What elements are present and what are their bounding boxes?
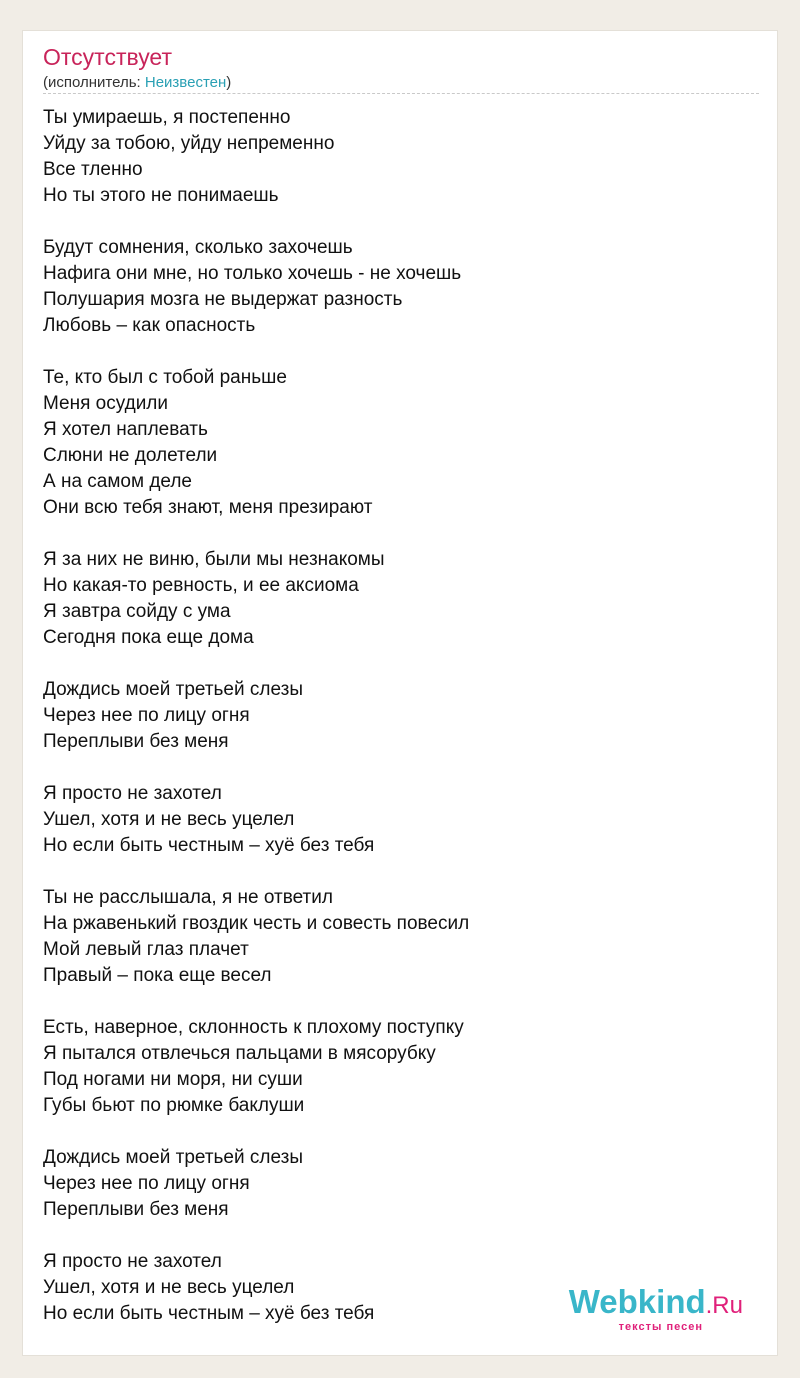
lyrics-stanza <box>43 365 759 521</box>
lyrics-line: Губы бьют по рюмке баклуши <box>43 1095 305 1116</box>
lyrics-line: Я хотел наплевать <box>43 419 208 440</box>
lyrics-line: Я просто не захотел <box>43 783 222 804</box>
lyrics-line: Ушел, хотя и не весь уцелел <box>43 1277 295 1298</box>
lyrics-line: Слюни не долетели <box>43 445 218 466</box>
lyrics-line: Я просто не захотел <box>43 1251 222 1272</box>
lyrics-line: Но ты этого не понимаешь <box>43 185 279 206</box>
lyrics-stanza <box>43 885 759 989</box>
artist-link[interactable]: Неизвестен <box>144 74 227 91</box>
lyrics-line: Уйду за тобою, уйду непременно <box>43 133 335 154</box>
lyrics-stanza <box>43 105 759 209</box>
lyrics-line: Есть, наверное, склонность к плохому поступку <box>43 1017 464 1038</box>
lyrics-line: Все тленно <box>43 159 143 180</box>
logo-tagline: тексты песен <box>618 1321 703 1333</box>
lyrics-body <box>43 105 759 1327</box>
lyrics-line: Но если быть честным – хуё без тебя <box>43 1303 375 1324</box>
lyrics-line: Я завтра сойду с ума <box>43 601 231 622</box>
lyrics-stanza <box>43 235 759 339</box>
lyrics-line: Меня осудили <box>43 393 169 414</box>
lyrics-stanza <box>43 1015 759 1119</box>
lyrics-line: Но какая-то ревность, и ее аксиома <box>43 575 359 596</box>
lyrics-line: Я за них не виню, были мы незнакомы <box>43 549 385 570</box>
logo-suffix-text: .Ru <box>705 1292 743 1319</box>
lyrics-line: Ушел, хотя и не весь уцелел <box>43 809 295 830</box>
lyrics-line: Мой левый глаз плачет <box>43 939 249 960</box>
lyrics-stanza <box>43 547 759 651</box>
lyrics-line: Любовь – как опасность <box>43 315 256 336</box>
lyrics-line: Я пытался отвлечься пальцами в мясорубку <box>43 1043 436 1064</box>
lyrics-line: На ржавенький гвоздик честь и совесть повесил <box>43 913 470 934</box>
lyrics-line: Они всю тебя знают, меня презирают <box>43 497 373 518</box>
lyrics-line: Те, кто был с тобой раньше <box>43 367 287 388</box>
lyrics-line: Дождись моей третьей слезы <box>43 679 303 700</box>
lyrics-line: Под ногами ни моря, ни суши <box>43 1069 303 1090</box>
lyrics-stanza <box>43 781 759 859</box>
site-logo[interactable] <box>569 1285 743 1333</box>
lyrics-line: Ты не расслышала, я не ответил <box>43 887 333 908</box>
lyrics-card <box>22 30 778 1356</box>
song-title: Отсутствует <box>43 44 172 70</box>
lyrics-line: Ты умираешь, я постепенно <box>43 107 291 128</box>
lyrics-line: Будут сомнения, сколько захочешь <box>43 237 353 258</box>
lyrics-stanza <box>43 677 759 755</box>
lyrics-line: Через нее по лицу огня <box>43 1173 250 1194</box>
artist-suffix: ) <box>226 74 232 91</box>
lyrics-line: Переплыви без меня <box>43 731 229 752</box>
dashed-divider <box>43 93 759 94</box>
lyrics-line: Сегодня пока еще дома <box>43 627 254 648</box>
artist-meta <box>43 73 231 93</box>
lyrics-line: Переплыви без меня <box>43 1199 229 1220</box>
lyrics-line: Но если быть честным – хуё без тебя <box>43 835 375 856</box>
artist-prefix: (исполнитель: <box>43 74 145 91</box>
lyrics-line: Полушария мозга не выдержат разность <box>43 289 403 310</box>
lyrics-line: Через нее по лицу огня <box>43 705 250 726</box>
lyrics-line: А на самом деле <box>43 471 193 492</box>
lyrics-line: Правый – пока еще весел <box>43 965 272 986</box>
lyrics-line: Нафига они мне, но только хочешь - не хочешь <box>43 263 462 284</box>
lyrics-stanza <box>43 1145 759 1223</box>
lyrics-line: Дождись моей третьей слезы <box>43 1147 303 1168</box>
logo-main-text: Webkind <box>568 1283 706 1320</box>
